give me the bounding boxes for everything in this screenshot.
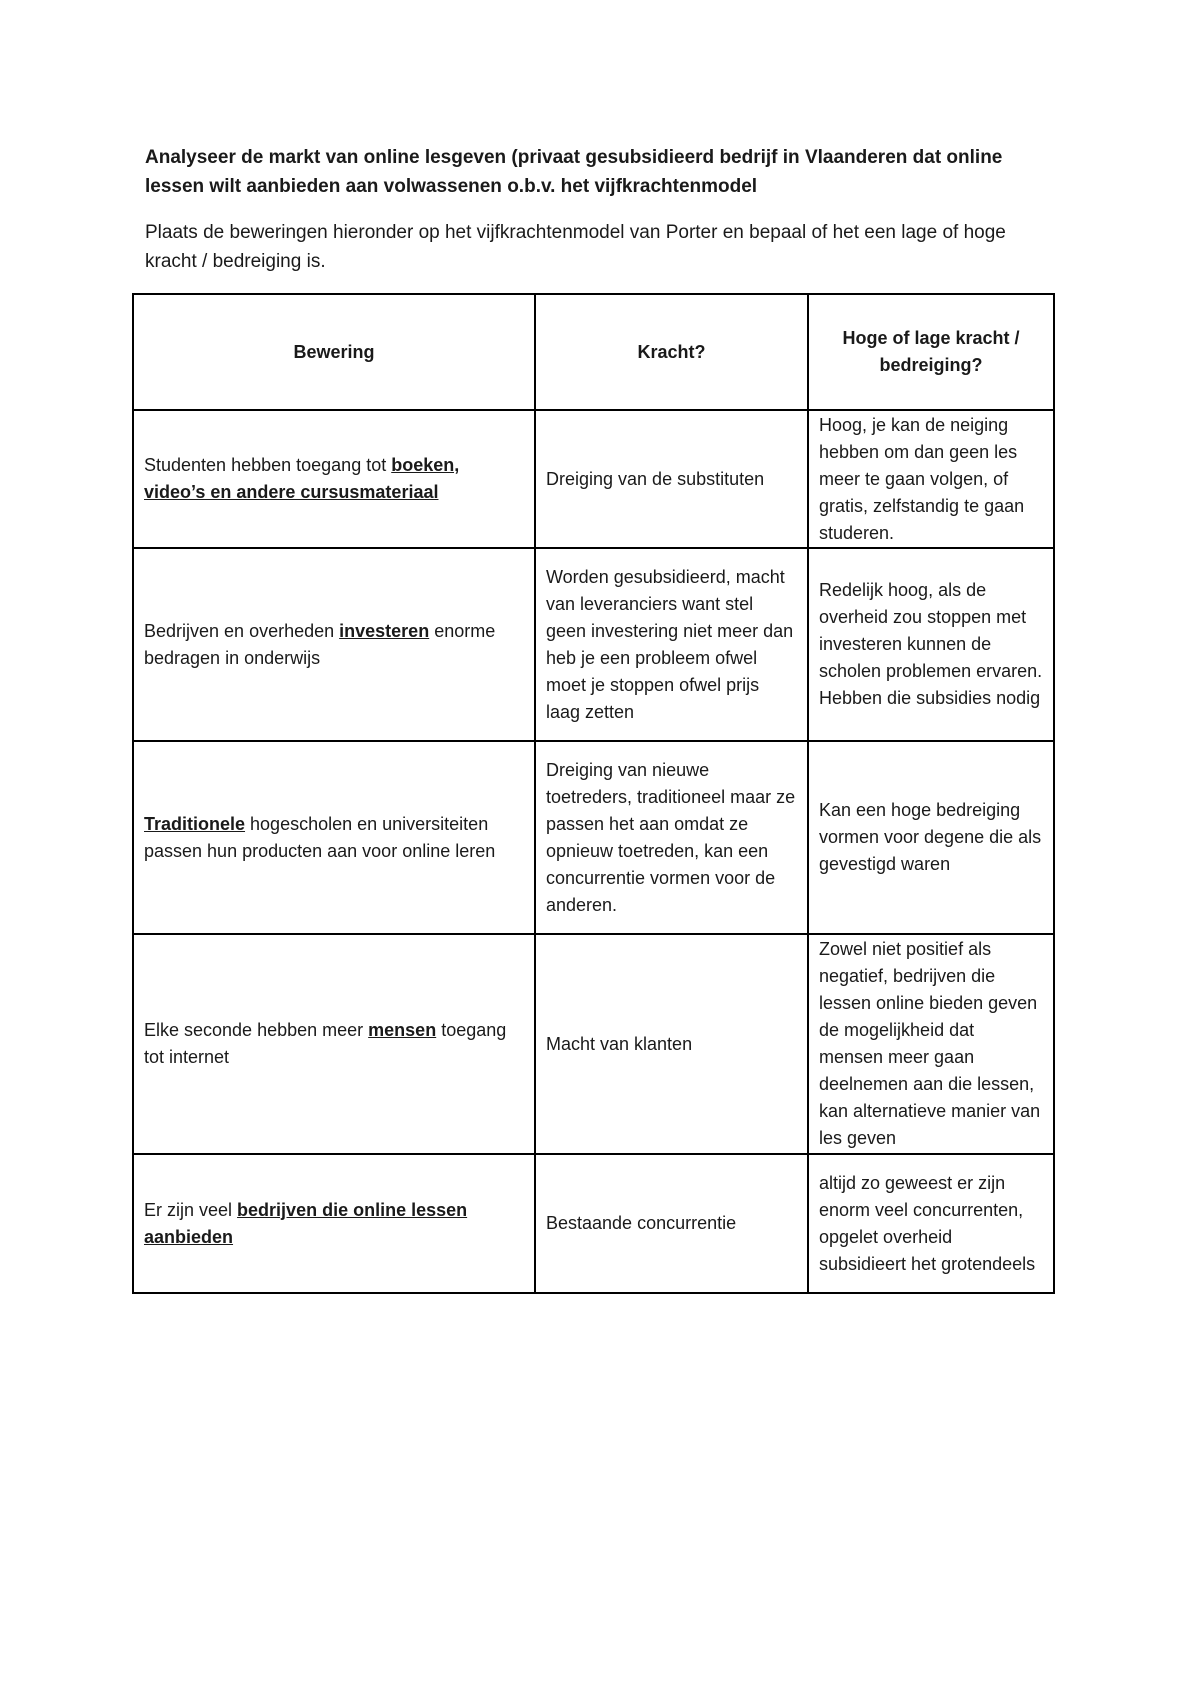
force-cell: Macht van klanten xyxy=(535,934,808,1154)
claim-text: Er zijn veel xyxy=(144,1199,238,1220)
five-forces-table xyxy=(132,293,1055,1294)
claim-text: enorme bedragen in onderwijs xyxy=(144,620,496,668)
claim-keyword: bedrijven die online lessen aanbieden xyxy=(144,1199,468,1247)
table-row xyxy=(133,1154,1054,1293)
table-header-row xyxy=(133,294,1054,410)
header-kracht: Kracht? xyxy=(535,294,808,410)
instruction-text: Plaats de beweringen hieronder op het vijfkrachtenmodel van Porter en bepaal of het een lage of hoge kracht / bedreiging is. xyxy=(145,222,1006,272)
force-cell: Dreiging van nieuwe toetreders, traditioneel maar ze passen het aan omdat ze opnieuw toetreden, kan een concurrentie vormen voor de anderen. xyxy=(535,741,808,934)
claim-keyword: mensen xyxy=(368,1020,437,1040)
claim-text: toegang tot internet xyxy=(144,1020,507,1067)
claim-text: Elke seconde hebben meer xyxy=(144,1020,369,1040)
level-cell: Redelijk hoog, als de overheid zou stoppen met investeren kunnen de scholen problemen ervaren. Hebben die subsidies nodig xyxy=(808,548,1054,741)
force-cell: Worden gesubsidieerd, macht van leveranciers want stel geen investering niet meer dan heb je een probleem ofwel moet je stoppen ofwel prijs laag zetten xyxy=(535,548,808,741)
document-heading: Analyseer de markt van online lesgeven (privaat gesubsidieerd bedrijf in Vlaanderen dat online lessen wilt aanbieden aan volwassenen o.b.v. het vijfkrachtenmodel xyxy=(145,147,1003,197)
force-cell: Bestaande concurrentie xyxy=(535,1154,808,1293)
table-row xyxy=(133,410,1054,548)
claim-cell xyxy=(133,548,535,741)
claim-cell xyxy=(133,410,535,548)
header-level: Hoge of lage kracht / bedreiging? xyxy=(808,294,1054,410)
force-cell: Dreiging van de substituten xyxy=(535,410,808,548)
level-cell: altijd zo geweest er zijn enorm veel concurrenten, opgelet overheid subsidieert het grotendeels xyxy=(808,1154,1054,1293)
level-cell: Hoog, je kan de neiging hebben om dan geen les meer te gaan volgen, of gratis, zelfstandig te gaan studeren. xyxy=(808,410,1054,548)
claim-keyword: investeren xyxy=(339,620,430,641)
header-bewering: Bewering xyxy=(133,294,535,410)
claim-cell xyxy=(133,1154,535,1293)
claim-keyword: Traditionele xyxy=(144,813,246,834)
table-row xyxy=(133,934,1054,1154)
claim-text: Bedrijven en overheden xyxy=(144,620,340,641)
level-cell: Zowel niet positief als negatief, bedrijven die lessen online bieden geven de mogelijkheid dat mensen meer gaan deelnemen aan die lessen, kan alternatieve manier van les geven xyxy=(808,934,1054,1154)
claim-cell xyxy=(133,741,535,934)
table-row xyxy=(133,548,1054,741)
level-cell: Kan een hoge bedreiging vormen voor degene die als gevestigd waren xyxy=(808,741,1054,934)
claim-cell xyxy=(133,934,535,1154)
table-row xyxy=(133,741,1054,934)
claim-text: Studenten hebben toegang tot xyxy=(144,455,392,475)
claim-text: hogescholen en universiteiten passen hun producten aan voor online leren xyxy=(144,813,496,861)
claim-keyword: boeken, video’s en andere cursusmateriaal xyxy=(144,455,460,502)
